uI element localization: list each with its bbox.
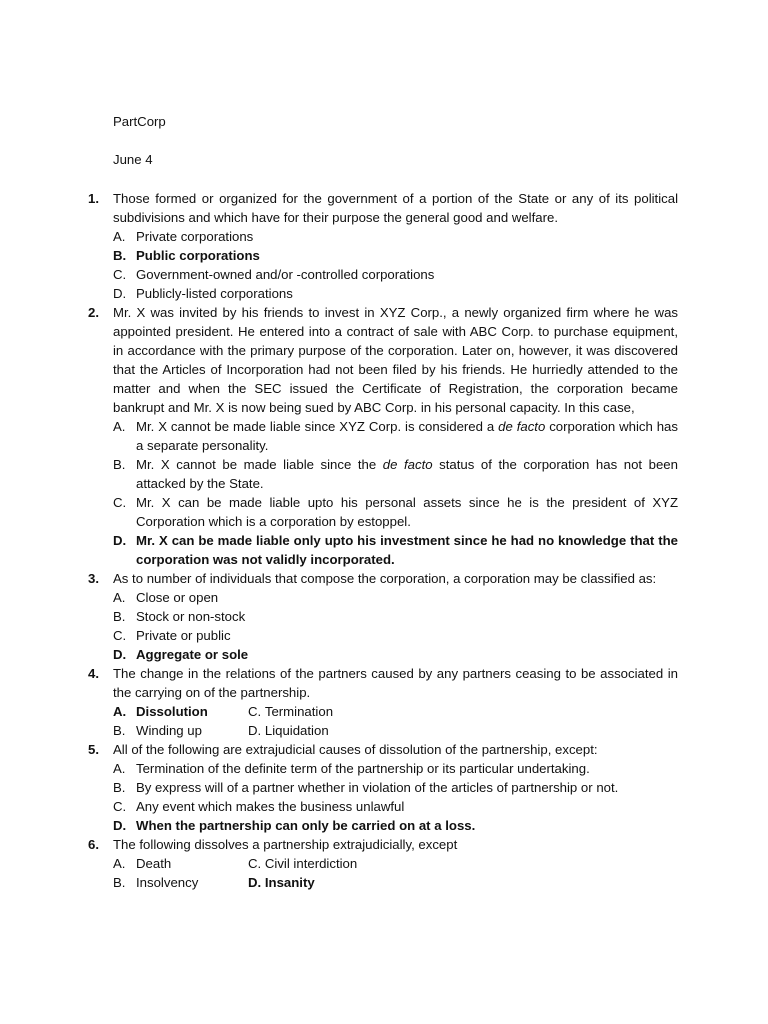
option-d-answer xyxy=(113,816,678,835)
document-title: PartCorp xyxy=(113,114,166,129)
question-text: The change in the relations of the partners caused by any partners ceasing to be associated in the carrying on of the partnership. xyxy=(113,666,678,700)
option-a xyxy=(113,417,678,455)
question-text: The following dissolves a partnership extrajudicially, except xyxy=(113,837,458,852)
option-a xyxy=(113,227,678,246)
option-a xyxy=(113,588,678,607)
option-text: Close or open xyxy=(136,590,219,605)
question-list xyxy=(88,189,678,892)
question-4 xyxy=(88,664,678,740)
option-text: Publicly-listed corporations xyxy=(136,286,293,301)
option-text: Insolvency xyxy=(136,875,199,890)
option-label: A. xyxy=(113,761,126,776)
option-label: D. xyxy=(113,286,127,301)
option-label: A. xyxy=(113,856,126,871)
option-label: C. xyxy=(113,495,127,510)
question-3 xyxy=(88,569,678,664)
option-label: B. xyxy=(113,875,126,890)
option-text: Mr. X can be made liable only upto his investment since he had no knowledge that the corporation was not validly incorporated. xyxy=(136,533,678,567)
option-text-part: Mr. X cannot be made liable since the xyxy=(136,457,383,472)
option-text-italic: de facto xyxy=(498,419,546,434)
option-d-answer xyxy=(113,645,678,664)
option-a xyxy=(113,854,248,873)
document-header xyxy=(113,112,166,188)
option-b xyxy=(113,778,678,797)
question-text: As to number of individuals that compose the corporation, a corporation may be classified as: xyxy=(113,571,657,586)
option-text: Private corporations xyxy=(136,229,254,244)
option-text-part: corporation which has a separate personality. xyxy=(136,419,678,453)
option-b xyxy=(113,607,678,626)
question-6 xyxy=(88,835,678,892)
question-text: Mr. X was invited by his friends to invest in XYZ Corp., a newly organized firm where he was appointed president. He entered into a contract of sale with ABC Corp. to purchase equipment, in accordance with the primary purpose of the corporation. Later on, however, it was discovered that the Articles of Incorporation had not been filed by his friends. He hurriedly attended to the matter and when the SEC issued the Certificate of Registration, the corporation became bankrupt and Mr. X is now being sued by ABC Corp. in his personal capacity. In this case, xyxy=(113,305,678,415)
question-number: 2. xyxy=(88,305,99,320)
option-label: B. xyxy=(113,609,126,624)
option-text-part: Mr. X cannot be made liable since XYZ Corp. is considered a xyxy=(136,419,499,434)
option-b xyxy=(113,721,248,740)
option-label: B. xyxy=(113,723,126,738)
option-label: D. xyxy=(248,723,262,738)
option-text: Termination of the definite term of the partnership or its particular undertaking. xyxy=(136,761,590,776)
question-1 xyxy=(88,189,678,303)
option-d-answer xyxy=(248,873,678,892)
option-label: C. xyxy=(248,856,262,871)
question-2 xyxy=(88,303,678,569)
question-number: 3. xyxy=(88,571,99,586)
option-text-italic: de facto xyxy=(382,457,433,472)
question-5 xyxy=(88,740,678,835)
option-text: Winding up xyxy=(136,723,202,738)
option-label: B. xyxy=(113,780,126,795)
option-c xyxy=(248,702,678,721)
option-text: Aggregate or sole xyxy=(136,647,249,662)
option-label: D. xyxy=(113,533,127,548)
option-label: B. xyxy=(113,248,127,263)
option-label: C. xyxy=(248,704,262,719)
option-label: D. xyxy=(113,647,127,662)
option-text-part: status of the corporation has not been attacked by the State. xyxy=(136,457,678,491)
option-d xyxy=(248,721,678,740)
option-a xyxy=(113,759,678,778)
option-text: Mr. X can be made liable upto his personal assets since he is the president of XYZ Corporation which is a corporation by estoppel. xyxy=(136,495,678,529)
option-text: Insanity xyxy=(264,875,315,890)
option-d-answer xyxy=(113,531,678,569)
option-b xyxy=(113,873,248,892)
option-c xyxy=(113,493,678,531)
option-c xyxy=(113,626,678,645)
option-label: C. xyxy=(113,628,127,643)
option-text: Any event which makes the business unlawful xyxy=(136,799,405,814)
option-c xyxy=(113,265,678,284)
option-text: Private or public xyxy=(136,628,231,643)
question-number: 5. xyxy=(88,742,99,757)
option-label: A. xyxy=(113,229,126,244)
option-text: Public corporations xyxy=(136,248,260,263)
option-c xyxy=(248,854,678,873)
option-label: A. xyxy=(113,419,126,434)
question-number: 1. xyxy=(88,191,99,206)
option-label: A. xyxy=(113,590,126,605)
document-date: June 4 xyxy=(113,152,153,167)
option-label: C. xyxy=(113,799,127,814)
option-label: D. xyxy=(248,875,262,890)
option-text: Stock or non-stock xyxy=(136,609,246,624)
option-text: Death xyxy=(136,856,172,871)
option-b-answer xyxy=(113,246,678,265)
question-text: All of the following are extrajudicial causes of dissolution of the partnership, except: xyxy=(113,742,598,757)
option-text: Termination xyxy=(264,704,334,719)
option-d xyxy=(113,284,678,303)
option-c xyxy=(113,797,678,816)
option-text: When the partnership can only be carried on at a loss. xyxy=(136,818,476,833)
option-text: Liquidation xyxy=(264,723,329,738)
option-b xyxy=(113,455,678,493)
question-number: 4. xyxy=(88,666,99,681)
option-label: C. xyxy=(113,267,127,282)
option-text: Government-owned and/or -controlled corporations xyxy=(136,267,435,282)
option-label: B. xyxy=(113,457,126,472)
option-text xyxy=(136,455,678,493)
option-grid xyxy=(113,702,678,740)
question-text: Those formed or organized for the government of a portion of the State or any of its political subdivisions and which have for their purpose the general good and welfare. xyxy=(113,191,678,225)
option-text xyxy=(136,417,678,455)
option-a-answer xyxy=(113,702,248,721)
option-label: D. xyxy=(113,818,127,833)
option-text: Dissolution xyxy=(136,704,208,719)
option-label: A. xyxy=(113,704,127,719)
option-text: Civil interdiction xyxy=(264,856,358,871)
option-text: By express will of a partner whether in violation of the articles of partnership or not. xyxy=(136,780,619,795)
option-grid xyxy=(113,854,678,892)
question-number: 6. xyxy=(88,837,99,852)
